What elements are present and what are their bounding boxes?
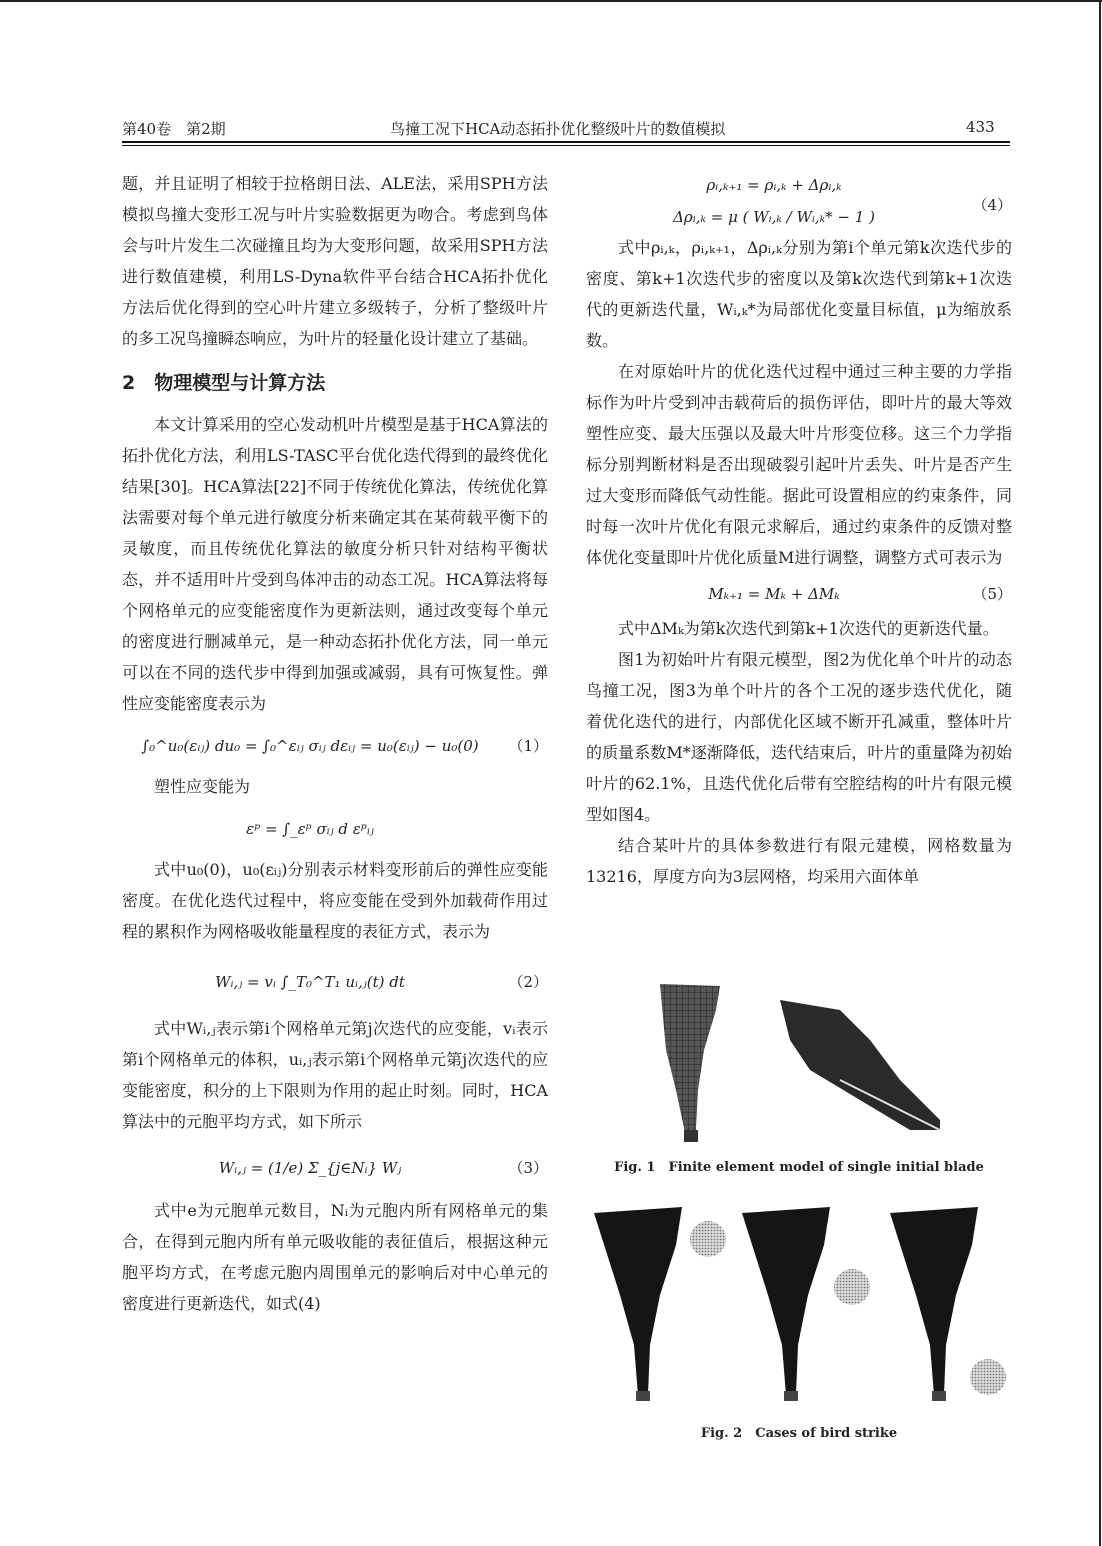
figure-2-caption: Fig. 2 Cases of bird strike: [700, 1426, 898, 1441]
paragraph: 题，并且证明了相较于拉格朗日法、ALE法，采用SPH方法模拟鸟撞大变形工况与叶片实验数据更为吻合。考虑到鸟体会与叶片发生二次碰撞且均为大变形问题，故采用SPH方法进行数值建模，利用LS-Dyna软件平台结合HCA拓扑优化方法后优化得到的空心叶片建立多级转子，分析了整级叶片的多工况鸟撞瞬态响应，为叶片的轻量化设计建立了基础。: [122, 174, 548, 348]
paragraph: 式中ΔMₖ为第k次迭代到第k+1次迭代的更新迭代量。: [618, 619, 999, 638]
blade-root: [932, 1391, 946, 1401]
paragraph: 式中u₀(0)，u₀(εᵢⱼ)分别表示材料变形前后的弹性应变能密度。在优化迭代过程中，将应变能在受到外加载荷作用过程的累积作为网格吸收能量程度的表征方式，表示为: [122, 860, 548, 941]
paragraph: 塑性应变能为: [154, 777, 251, 796]
section-heading: 2 物理模型与计算方法: [122, 372, 326, 394]
bird-body: [834, 1269, 870, 1305]
header-rule-thin: [122, 145, 1010, 146]
header-title: 鸟撞工况下HCA动态拓扑优化整级叶片的数值模拟: [390, 120, 726, 138]
bird-strike-case-1: [594, 1207, 726, 1401]
bird-body: [970, 1359, 1006, 1395]
header-rule-thick: [122, 141, 1010, 143]
equation-body: ρᵢ,ₖ₊₁ = ρᵢ,ₖ + Δρᵢ,ₖ: [706, 176, 842, 194]
equation-number: （5）: [972, 585, 1012, 603]
page-right-border: [1099, 0, 1101, 1546]
initial-blade-side-view: [780, 1000, 940, 1130]
blade-silhouette: [594, 1207, 682, 1395]
paragraph: 图1为初始叶片有限元模型，图2为优化单个叶片的动态鸟撞工况，图3为单个叶片的各个工况的逐步迭代优化，随着优化迭代的进行，内部优化区域不断开孔减重，整体叶片的质量系数M*逐渐降低，迭代结束后，叶片的重量降为初始叶片的62.1%，且迭代优化后带有空腔结构的叶片有限元模型如图4。: [586, 650, 1012, 824]
paragraph: 结合某叶片的具体参数进行有限元建模，网格数量为13216，厚度方向为3层网格，均采用六面体单: [586, 836, 1012, 886]
equation-number: （4）: [972, 196, 1012, 214]
blade-silhouette: [742, 1207, 830, 1395]
paragraph: 本文计算采用的空心发动机叶片模型是基于HCA算法的拓扑优化方法，利用LS-TASC平台优化迭代得到的最终优化结果[30]。HCA算法[22]不同于传统优化算法，传统优化算法需要对每个单元进行敏度分析来确定其在某荷载平衡下的灵敏度，而且传统优化算法的敏度分析只针对结构平衡状态，并不适用叶片受到鸟体冲击的动态工况。HCA算法将每个网格单元的应变能密度作为更新法则，通过改变每个单元的密度进行删减单元，是一种动态拓扑优化方法，同一单元可以在不同的迭代步中得到加强或减弱，具有可恢复性。弹性应变能密度表示为: [122, 415, 548, 713]
equation-number: （2）: [508, 973, 548, 991]
paragraph: 式中e为元胞单元数目，Nᵢ为元胞内所有网格单元的集合，在得到元胞内所有单元吸收能的表征值后，根据这种元胞平均方式，在考虑元胞内周围单元的影响后对中心单元的密度进行更新迭代，如式(4): [122, 1201, 548, 1313]
initial-blade-front-view: [660, 984, 720, 1142]
bird-strike-case-2: [742, 1207, 870, 1401]
blade-root: [784, 1391, 798, 1401]
equation-body: Mₖ₊₁ = Mₖ + ΔMₖ: [708, 585, 840, 603]
paragraph: 式中ρᵢ,ₖ，ρᵢ,ₖ₊₁，Δρᵢ,ₖ分别为第i个单元第k次迭代步的密度、第k+1次迭代步的密度以及第k次迭代到第k+1次迭代的更新迭代量，Wᵢ,ₖ*为局部优化变量目标值，μ为缩放系数。: [586, 238, 1012, 350]
equation-3: [122, 1137, 548, 1195]
figure-1-image: [640, 980, 960, 1150]
header-volume: 第40卷 第2期: [122, 120, 226, 138]
blade-silhouette: [890, 1207, 978, 1395]
page-top-border: [0, 0, 1102, 2]
equation-body: ∫₀^u₀(εᵢⱼ) du₀ = ∫₀^εᵢⱼ σᵢⱼ dεᵢⱼ = u₀(εᵢⱼ) − u₀(0): [141, 737, 479, 755]
paragraph: 在对原始叶片的优化迭代过程中通过三种主要的力学指标作为叶片受到冲击载荷后的损伤评估，即叶片的最大等效塑性应变、最大压强以及最大叶片形变位移。这三个力学指标分别判断材料是否出现破裂引起叶片丢失、叶片是否产生过大变形而降低气动性能。据此可设置相应的约束条件，同时每一次叶片优化有限元求解后，通过约束条件的反馈对整体优化变量即叶片优化质量M进行调整，调整方式可表示为: [586, 362, 1012, 567]
equation-body: εᵖ = ∫_εᵖ σᵢⱼ d εᵖᵢⱼ: [246, 820, 374, 838]
equation-body: Wᵢ,ⱼ = (1/e) Σ_{j∈Nᵢ} Wⱼ: [218, 1159, 402, 1177]
bird-strike-case-3: [890, 1207, 1006, 1401]
right-column: [586, 168, 1012, 892]
blade-root: [684, 1130, 698, 1142]
blade-root: [636, 1391, 650, 1401]
equation-number: （3）: [508, 1159, 548, 1177]
header-page-number: 433: [966, 118, 995, 136]
equation-2: [122, 947, 548, 1013]
equation-body: Δρᵢ,ₖ = μ ( Wᵢ,ₖ / Wᵢ,ₖ* − 1 ): [673, 208, 875, 226]
figure-1-caption: Fig. 1 Finite element model of single initial blade: [614, 1160, 984, 1175]
equation-number: （1）: [508, 737, 548, 755]
paragraph: 式中Wᵢ,ⱼ表示第i个网格单元第j次迭代的应变能，vᵢ表示第i个网格单元的体积，uᵢ,ⱼ表示第i个网格单元第j次迭代的应变能密度，积分的上下限则为作用的起止时刻。同时，HCA算法中的元胞平均方式，如下所示: [122, 1019, 548, 1131]
equation-5: [586, 573, 1012, 613]
equation-plastic: [122, 802, 548, 854]
equation-body: Wᵢ,ⱼ = vᵢ ∫_T₀^T₁ uᵢ,ⱼ(t) dt: [215, 973, 405, 991]
equation-4: [586, 168, 1012, 232]
equation-1: [122, 719, 548, 771]
figure-2-image: [590, 1205, 1020, 1410]
left-column: [122, 168, 548, 1319]
bird-body: [690, 1221, 726, 1257]
